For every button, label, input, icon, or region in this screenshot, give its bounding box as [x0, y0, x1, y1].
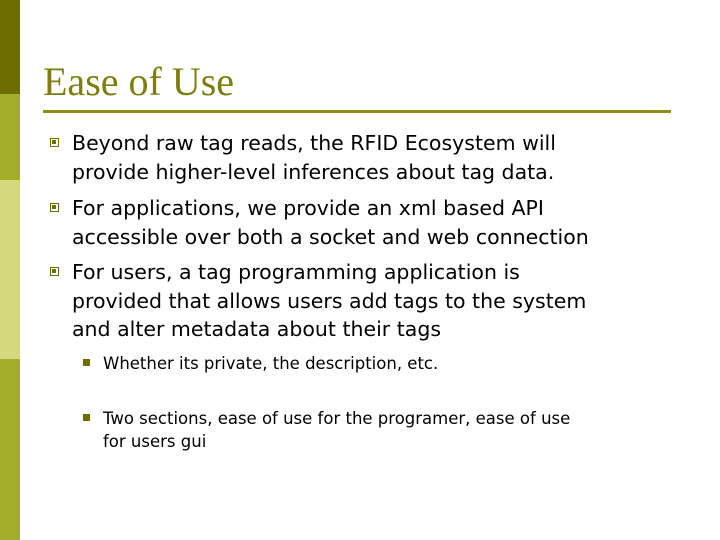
subbullet-line: Two sections, ease of use for the programer, ease of use [103, 409, 571, 428]
bullet-line: provided that allows users add tags to the system [72, 288, 587, 313]
subbullet-text [103, 352, 703, 375]
bar-segment [0, 180, 20, 359]
title-underline [43, 110, 671, 113]
bullet-text [72, 258, 692, 344]
bar-segment [0, 0, 20, 94]
subbullet-text [103, 407, 703, 453]
side-decorative-bar [0, 0, 20, 540]
bullet-line: For applications, we provide an xml based API [72, 196, 544, 220]
bullet-text [72, 194, 692, 251]
filled-square-bullet-icon [83, 414, 90, 421]
slide-title: Ease of Use [43, 59, 235, 104]
bullet-text [72, 129, 692, 186]
bar-segment [0, 94, 20, 180]
hollow-square-bullet-icon [50, 203, 59, 212]
subbullet-line: Whether its private, the description, etc. [103, 354, 439, 373]
bullet-line: For users, a tag programming application is [72, 260, 520, 284]
hollow-square-bullet-icon [50, 267, 59, 276]
filled-square-bullet-icon [83, 359, 90, 366]
subbullet-line: for users gui [103, 432, 207, 451]
bullet-line: and alter metadata about their tags [72, 317, 442, 341]
bullet-line: Beyond raw tag reads, the RFID Ecosystem will [72, 131, 556, 155]
bullet-line: provide higher-level inferences about tag data. [72, 159, 555, 184]
bullet-line: accessible over both a socket and web connection [72, 224, 589, 249]
hollow-square-bullet-icon [50, 138, 59, 147]
bar-segment [0, 359, 20, 540]
